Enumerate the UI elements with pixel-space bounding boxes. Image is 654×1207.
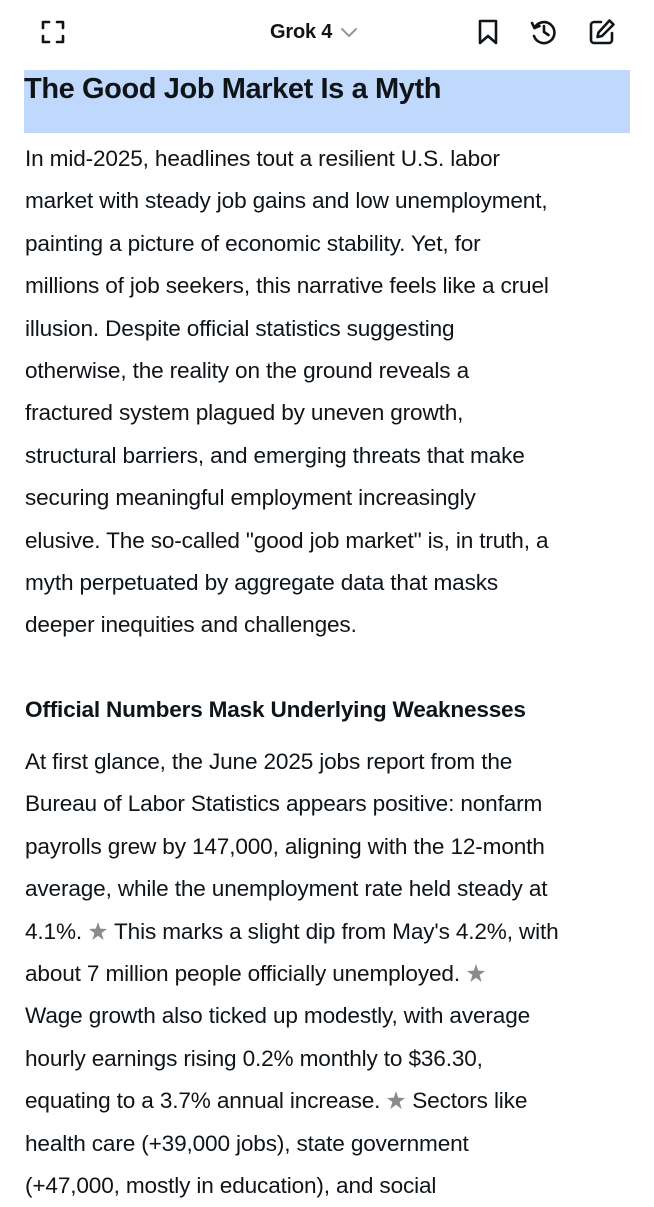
section-heading: Official Numbers Mask Underlying Weaknesses [25,696,526,722]
paragraph-line: hourly earnings rising 0.2% monthly to $36.30, [25,1045,483,1071]
paragraph-line: (+47,000, mostly in education), and social [25,1172,437,1198]
expand-icon [39,18,67,46]
citation-star-icon[interactable] [386,1090,406,1110]
top-bar [0,0,654,64]
paragraph-line: illusion. Despite official statistics suggesting [25,315,455,341]
paragraph-text: This marks a slight dip from May's 4.2%, with [114,918,559,944]
title-highlight [24,70,630,133]
paragraph-line: structural barriers, and emerging threats that make [25,442,525,468]
paragraph-line: Wage growth also ticked up modestly, with average [25,1003,531,1029]
article [25,70,630,1207]
paragraph-line [25,911,630,953]
model-selector[interactable] [270,16,358,48]
paragraph-line: millions of job seekers, this narrative feels like a cruel [25,273,549,299]
paragraph-line: market with steady job gains and low unemployment, [25,188,548,214]
article-title: The Good Job Market Is a Myth [24,73,442,105]
citation-star-icon[interactable] [88,921,108,941]
paragraph-text: equating to a 3.7% annual increase. [25,1088,381,1114]
paragraph-line: otherwise, the reality on the ground reveals a [25,358,469,384]
paragraph-text: Sectors like [412,1088,528,1114]
paragraph-line: myth perpetuated by aggregate data that masks [25,570,499,596]
paragraph-line: Bureau of Labor Statistics appears positive: nonfarm [25,791,543,817]
paragraph-line: elusive. The so-called "good job market" is, in truth, a [25,527,549,553]
paragraph-line: health care (+39,000 jobs), state government [25,1130,469,1156]
history-button[interactable] [527,14,561,50]
paragraph-line: fractured system plagued by uneven growth, [25,400,464,426]
section-paragraph [25,741,630,1207]
expand-button[interactable] [36,14,70,50]
paragraph-line [25,953,630,995]
paragraph-text: 4.1%. [25,918,83,944]
bookmark-button[interactable] [471,14,505,50]
chevron-down-icon [340,26,358,38]
model-name: Grok 4 [270,20,333,43]
compose-icon [587,17,617,47]
paragraph-line: painting a picture of economic stability. Yet, for [25,230,481,256]
paragraph-text: about 7 million people officially unemployed. [25,960,460,986]
paragraph-line: At first glance, the June 2025 jobs report from the [25,748,513,774]
paragraph-line: securing meaningful employment increasingly [25,485,476,511]
paragraph-line: average, while the unemployment rate held steady at [25,876,548,902]
bookmark-icon [476,18,500,46]
citation-star-icon[interactable] [466,963,486,983]
paragraph-line: deeper inequities and challenges. [25,612,357,638]
paragraph-line [25,1080,630,1122]
history-icon [529,17,559,47]
paragraph-line: In mid-2025, headlines tout a resilient U.S. labor [25,146,500,171]
paragraph-line: payrolls grew by 147,000, aligning with the 12-month [25,833,545,859]
compose-button[interactable] [585,14,619,50]
intro-paragraph [25,138,630,647]
